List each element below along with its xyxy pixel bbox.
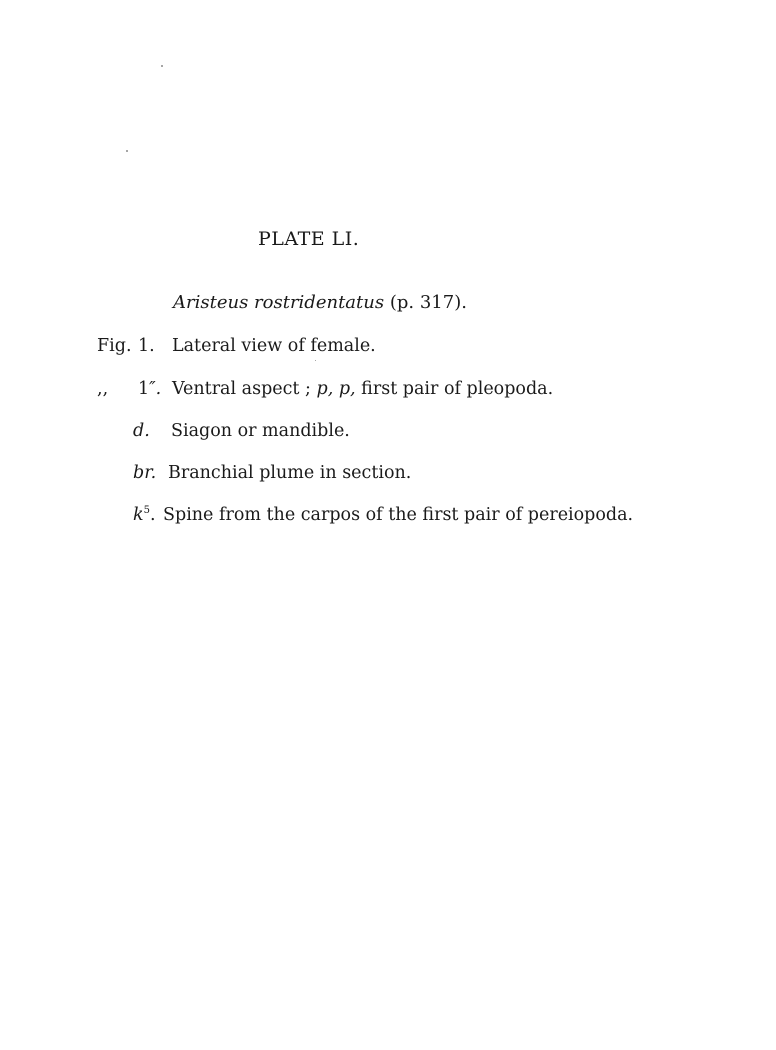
figure-description: Spine from the carpos of the first pair of pereiopoda. [163, 505, 634, 525]
figure-description: Lateral view of female. [172, 336, 376, 356]
description-end: first pair of pleopoda. [361, 379, 554, 399]
species-name: Aristeus rostridentatus [173, 292, 385, 313]
figure-label: br. [133, 463, 157, 483]
figure-label [133, 505, 156, 525]
description-italic: p, p, [316, 379, 356, 399]
scan-speck [126, 150, 128, 152]
figure-entry-k5 [133, 505, 634, 525]
figure-description [172, 381, 553, 399]
figure-entry-br [133, 463, 412, 483]
scan-speck [161, 65, 163, 67]
figure-number: 1. [138, 336, 155, 356]
figure-entry-1-ventral [97, 379, 554, 399]
figure-number [138, 381, 161, 399]
figure-prefix: Fig. [97, 336, 132, 356]
scan-speck [315, 360, 316, 361]
figure-description: Branchial plume in section. [168, 463, 412, 483]
page-reference: (p. 317). [389, 292, 467, 313]
plate-title: PLATE LI. [258, 228, 360, 250]
figure-label-end: . [149, 505, 156, 525]
figure-label-base: k [133, 505, 144, 525]
figure-label-superscript: 5 [143, 505, 150, 517]
description-start: Ventral aspect ; [172, 379, 311, 399]
figure-description: Siagon or mandible. [171, 421, 350, 441]
figure-label: d. [133, 421, 150, 441]
ditto-mark: ,, [97, 379, 109, 399]
figure-number-mark: ″. [149, 379, 162, 399]
figure-number-base: 1 [138, 379, 150, 399]
figure-entry-d [133, 421, 350, 441]
figure-entry-1 [97, 336, 376, 356]
species-heading [173, 292, 467, 313]
